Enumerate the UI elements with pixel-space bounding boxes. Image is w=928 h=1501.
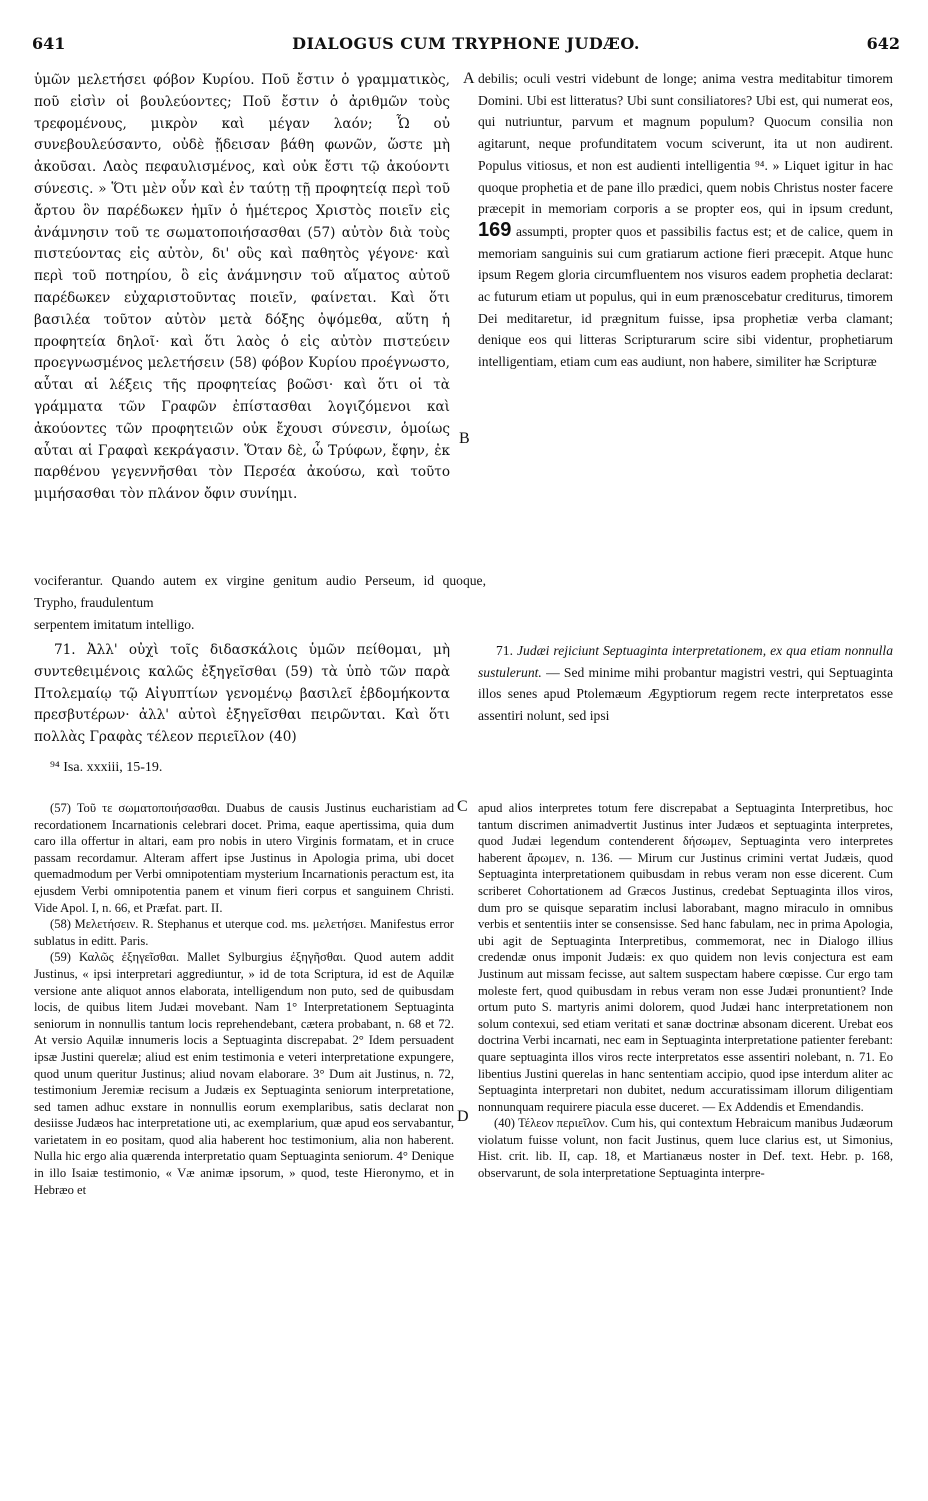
latin-text-column <box>478 68 893 373</box>
margin-letter-a: A <box>463 70 475 87</box>
page-number-right: 642 <box>866 34 900 53</box>
margin-letter-c: C <box>457 798 468 815</box>
section-text: — Sed minime mihi probantur magistri vestri, qui Septuaginta illos senes apud Ptolemæum Ægyptiorum regem recte interpretatos esse assentiri nolunt, sed ipsi <box>478 664 893 724</box>
note-40: (40) Τέλεον περιεῖλον. Cum his, qui contextum Hebraicum manibus Judæorum violatum fuisse volunt, non facit Justinus, quem luce clarius est, ut Simonius, Hist. crit. lib. II, cap. 18, et Martianæus noster in Def. text. Hebr. p. 168, observarunt, de sola interpretatione Septuaginta interpre- <box>478 1116 893 1181</box>
note-59: (59) Καλῶς ἐξηγεῖσθαι. Mallet Sylburgius ἐξηγῆσθαι. Quod autem addit Justinus, « ipsi interpretari aggrediuntur, » id de tota Scriptura, id est de Aquilæ versione ante aliquot annos elaborata, intelligendum non puto, sed de quibusdam locis, de quibus litem Judæi movebant. Nam 1° Interpretationem Septuaginta seniorum in nonnullis tantum locis reprehendebant, cætera probabant, n. 68 et 72. At versio Aquilæ innumeris locis a Septuaginta discrepabat. 2° Idem persuadent ipsæ Justini querelæ; aliud est enim testimonia e veteri interpretatione expungere, quod unum queritur Justinus; aliud novam elaborare. 3° Dum ait Justinus, n. 72, testimonium Jeremiæ recisum a Judæis ex Septuaginta seniorum interpretatione, sed tamen adhuc exstare in nonnullis eorum exemplaribus, satis declarat non desiisse Judæos hac interpretatione uti, ac exemplarium, quæ apud eos servabantur, varietatem in eo positam, quod alia haberent hoc testimonium, alia non haberent. Nulla hic ergo alia quærenda interpretatio quam Septuaginta seniorum. 4° Denique in illo Isaiæ testimonio, « Væ animæ ipsorum, » quod, teste Hieronymo, et in Hebræo et <box>34 950 454 1197</box>
full-width-line-2: serpentem imitatum intelligo. <box>34 616 195 632</box>
note-57: (57) Τοῦ τε σωματοποιήσασθαι. Duabus de causis Justinus eucharistiam ad recordationem Incarnationis celebrari docet. Prima, eaque apertissima, quia dum caro illa offertur in altari, eam pro nobis in utero Virginis formatam, et in cruce passam recordamur. Alteram affert ipse Justinus in Apologia prima, ubi docet quemadmodum per Verbi omnipotentiam mysterium Incarnationis peractum est, ita ejusdem Verbi omnipotentia panem et vinum fieri corpus et sanguinem Christi. Vide Apol. I, n. 66, et Præfat. part. II. <box>34 801 454 915</box>
scripture-footnote: ⁹⁴ Isa. xxxiii, 15-19. <box>50 760 163 775</box>
greek-paragraph: ὑμῶν μελετήσει φόβον Κυρίου. Ποῦ ἔστιν ὁ γραμματικὸς, ποῦ εἰσὶν οἱ βουλεύοντες; Ποῦ ἔστιν ὁ ἀριθμῶν τοὺς τρεφομένους, μικρὸν καὶ μέγαν λαόν; Ὧ οὐ συνεβουλεύσαντο, οὐδὲ ᾔδεισαν βάθη φωνῶν, ὥστε μὴ ἀκοῦσαι. Λαὸς πεφαυλισμένος, καὶ οὐκ ἔστι τῷ ἀκούοντι σύνεσις. » Ὅτι μὲν οὖν καὶ ἐν ταύτῃ τῇ προφητείᾳ περὶ τοῦ ἄρτου ὃν παρέδωκεν ἡμῖν ὁ ἡμέτερος Χριστὸς ποιεῖν εἰς ἀνάμνησιν τοῦ τε σωματοποιήσασθαι (57) αὐτὸν διὰ τοὺς πιστεύοντας εἰς αὐτὸν, δι' οὓς καὶ παθητὸς γέγονε· καὶ περὶ τοῦ ποτηρίου, ὃ εἰς ἀνάμνησιν τοῦ αἵματος αὐτοῦ παρέδωκεν εὐχαριστοῦντας ποιεῖν, φαίνεται. Καὶ ὅτι βασιλέα τοῦτον αὐτὸν μετὰ δόξης ὀψόμεθα, αὕτη ἡ προφητεία δηλοῖ· καὶ ὅτι λαὸς ὁ εἰς αὐτὸν πιστεύειν προεγνωσμένος μελετήσειν (58) φόβον Κυρίου προέγνωστο, αὗται αἱ λέξεις τῆς προφητείας βοῶσι· καὶ ὅτι οἱ τὰ γράμματα τῶν Γραφῶν ἐπίστασθαι λογιζόμενοι καὶ ἀκούοντες τῶν προφητειῶν οὐκ ἔχουσι σύνεσιν, ὁμοίως αὗται αἱ Γραφαὶ κεκράγασιν. Ὅταν δὲ, ὦ Τρύφων, ἔφην, ἐκ παρθένου γεγεννῆσθαι τὸν Περσέα ἀκούσω, καὶ τοῦτο μιμήσασθαι τὸν πλάνον ὄφιν συνίημι. <box>34 72 450 503</box>
page-number-left: 641 <box>32 34 66 53</box>
notes-right-column <box>478 800 893 1182</box>
latin-section-71 <box>478 640 893 727</box>
greek-section-71 <box>34 640 450 749</box>
note-58: (58) Μελετήσειν. R. Stephanus et uterque cod. ms. μελετήσει. Manifestus error sublatus in editt. Paris. <box>34 917 454 948</box>
margin-letter-b: B <box>459 430 470 447</box>
page-header <box>32 34 900 58</box>
greek-section-71-text: 71. Ἀλλ' οὐχὶ τοῖς διδασκάλοις ὑμῶν πείθομαι, μὴ συντεθειμένοις καλῶς ἐξηγεῖσθαι (59) τὰ ὑπὸ τῶν παρὰ Πτολεμαίῳ τῷ Αἰγυπτίων γενομένῳ βασιλεῖ ἑβδομήκοντα πρεσβυτέρων· ἀλλ' αὐτοὶ ἐξηγεῖσθαι πειρῶνται. Καὶ ὅτι πολλὰς Γραφὰς τέλεον περιεῖλον (40) <box>34 642 450 746</box>
note-59-continued: apud alios interpretes totum fere discrepabat a Septuaginta Interpretibus, hoc tantum discrimen animadvertit Justinus inter Judæos et septuaginta interpretes, quod Judæi legendum contenderent δήσωμεν, Septuaginta vero interpretes haberent ἄρωμεν, n. 136. — Mirum cur Justinus crimini vertat Judæis, quod Septuaginta interpretationem quibusdam in rebus veram non esse dicerent. Cum scriberet Cohortationem ad Græcos Justinus, credebat Septuaginta illos viros, dum pro se quisque separatim inclusi laborabant, magno miraculo in omnibus verbis et sententiis inter se consensisse. Sed hanc fabulam, nec in prima Apologia, ubi agit de Septuaginta Interpretibus, commemorat, nec in Dialogo illius credendæ onus imponit Judæis: ex quo quidem non levis conjectura est eam Justinum aut missam fecisse, aut saltem suspectam habere cœpisse. Cur ergo tam moleste fert, quod quibusdam in rebus veram non esse Judæi pronuntient? Inde ortum puto S. martyris animi dolorem, quod Judæi hanc interpretationem non solum contexui, sed etiam veritati et sanæ doctrinæ absonam dicerent. Urebat eos doctrina Verbi incarnati, nec eam in Septuaginta interpretatione patienter ferebant: quare septuaginta illos viros recte interpretatos esse assentiri nolebant, n. 71. Eo libentius Justini querelas in hanc sententiam accipio, quod ipse interdum aliter ac Septuaginta interpretari non dubitet, nedum accuratissimam illorum diligentiam nonnunquam requirere piacula esse duceret. — Ex Addendis et Emendandis. <box>478 801 893 1114</box>
section-number: 71. <box>496 643 513 658</box>
latin-text-part-2: assumpti, propter quos et passibilis factus est; et de calice, quem in memoriam sanguinis sui cum gratiarum actione fieri præcepit. Atque hunc ipsum Regem gloria circumfluentem nos visuros eadem prophetia declarat: ac futurum etiam ut populus, qui in eum prænoscebatur crediturus, timorem Dei meditaretur, id prægnitum fuisse, ipsa prophetiæ verba clamant; denique eos qui litteras Scripturarum scire sibi videntur, prophetiarum intelligentiam, etiam cum eas audiunt, non habere, similiter hæ Scripturæ <box>478 223 893 370</box>
full-width-line <box>34 570 486 635</box>
running-title: DIALOGUS CUM TRYPHONE JUDÆO. <box>292 34 640 53</box>
notes-left-column <box>34 800 454 1198</box>
latin-paragraph <box>478 68 893 373</box>
latin-text-part-1: debilis; oculi vestri videbunt de longe; anima vestra meditabitur timorem Domini. Ubi est litteratus? Ubi sunt consiliatores? Ubi est, qui numerat eos, qui nutriuntur, parvum et magnum populum? Quocum consilia non agitarunt, neque profunditatem vocum sciverunt, ita ut non audirent. Populus vitiosus, et non est audienti intelligentia ⁹⁴. » Liquet igitur in hac quoque prophetia et de pane illo prædici, quem nobis Christus noster facere præcepit in memoriam corporis a se propter eos, qui in ipsum credunt, <box>478 71 893 217</box>
column-number: 169 <box>478 218 512 241</box>
section-heading: Judæi rejiciunt Septuaginta interpretationem, ex qua etiam nonnulla sustulerunt. <box>478 643 893 680</box>
full-width-line-1: vociferantur. Quando autem ex virgine genitum audio Perseum, id quoque, Trypho, fraudulentum <box>34 573 486 610</box>
margin-letter-d: D <box>457 1108 469 1125</box>
greek-text-column <box>34 70 450 506</box>
latin-section-71-text <box>478 640 893 727</box>
